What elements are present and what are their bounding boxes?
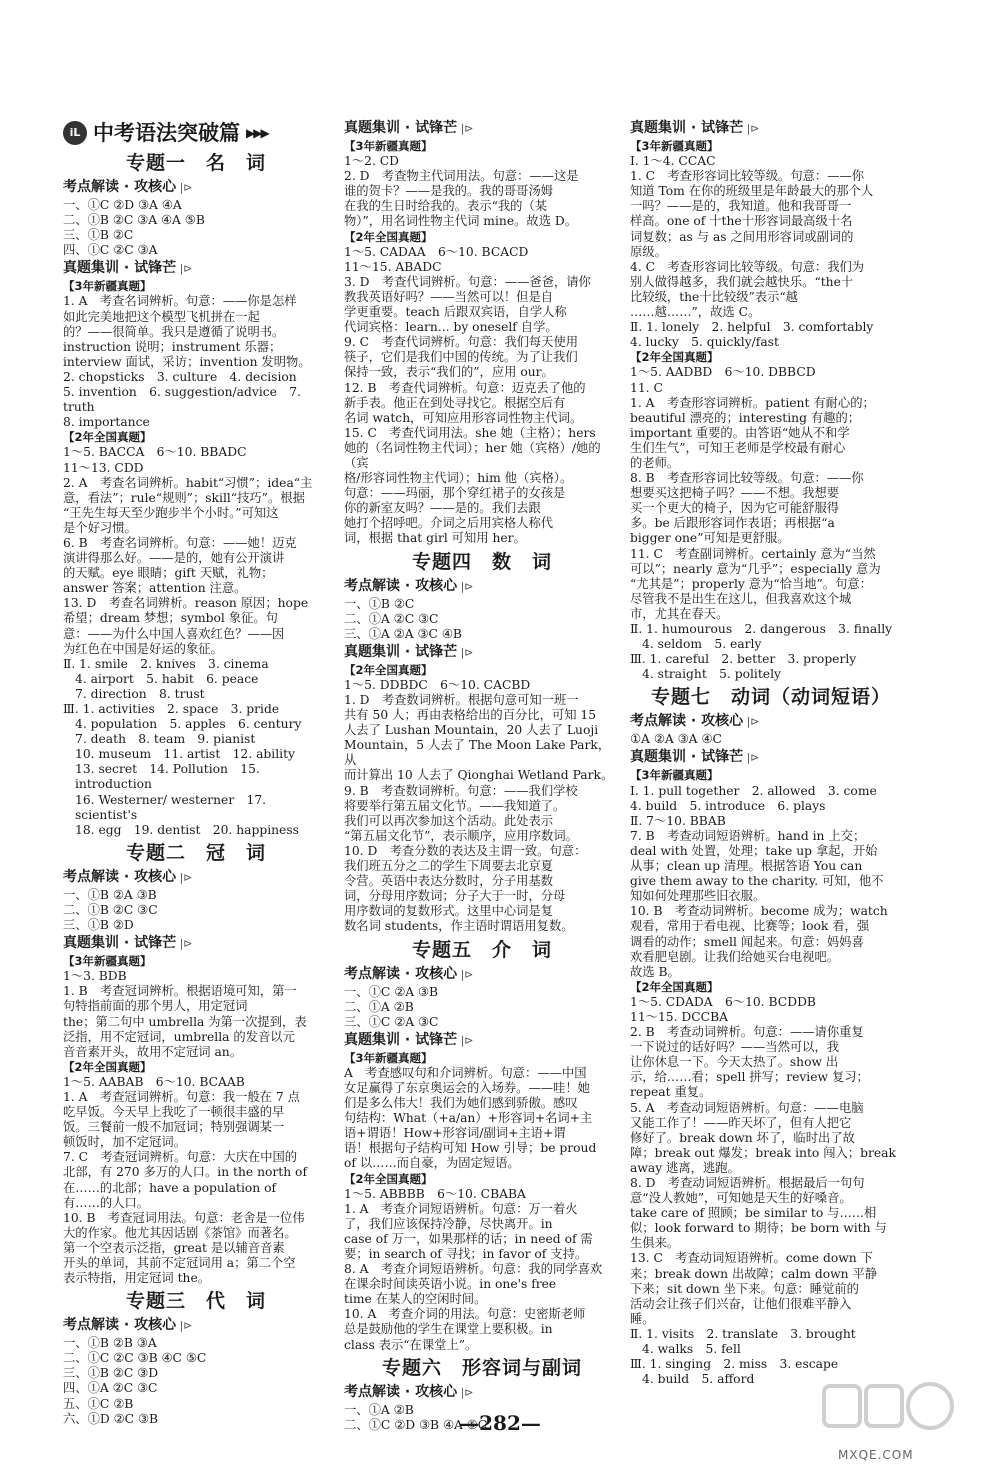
answer-line: 别人做得越多，我们就会越快乐。“the十 (630, 274, 854, 289)
source-tag: 【2年全国真题】 (630, 350, 719, 365)
answer-line: 保持一致，表示“我们的”，应用 our。 (344, 365, 554, 380)
answer-line: of 以……而自豪，为固定短语。 (344, 1156, 520, 1171)
answer-line: 如此完美地把这个模型飞机拼在一起 (63, 309, 260, 324)
answer-line: 句意：——玛丽，那个穿红裙子的女孩是 (344, 486, 566, 501)
answer-line: bigger one”可知是更舒服。 (630, 531, 790, 546)
answer-line: 她打个招呼吧。介词之后用宾格人称代 (344, 516, 554, 531)
source-tag: 【2年全国真题】 (63, 1059, 152, 1074)
answer-line: 我们班五分之二的学生下周要去北京夏 (344, 859, 554, 874)
answer-line: 代词宾格：learn... by oneself 自学。 (344, 320, 558, 335)
subsection-heading-text: 真题集训 · 试锋芒 (63, 935, 177, 952)
answer-line: 学更重要。teach 后跟双宾语，自学人称 (344, 305, 567, 320)
answer-line: 数名词 students，作主语时谓语用复数。 (344, 919, 574, 934)
answer-line: 总是鼓励他的学生在课堂上要积极。in (344, 1322, 553, 1337)
section-title (63, 118, 329, 148)
answer-line: 买一个更大的椅子，因为它可能舒服得 (630, 501, 840, 516)
answer-line: 一吗？——是的，我知道。他和我哥哥一 (630, 199, 852, 214)
subsection-heading-text: 考点解读 · 攻核心 (63, 868, 177, 885)
answer-line: 1～5. AABAB 6～10. BCAAB (63, 1074, 245, 1089)
topic-heading: 专题七 动词（动词短语） (650, 686, 891, 709)
subsection-heading-text: 考点解读 · 攻核心 (63, 179, 177, 195)
source-tag: 【3年新疆真题】 (63, 954, 152, 969)
marker-icon: |⊳ (176, 1319, 193, 1333)
answer-line: 4. airport 5. habit 6. peace (75, 671, 259, 686)
answer-line: 生俱来。 (630, 1236, 680, 1251)
answer-line: 想要买这把椅子吗？——不想。我想要 (630, 486, 840, 501)
answer-line: 希望；dream 梦想；symbol 象征。句 (63, 611, 278, 626)
answer-line: 一、①C ②A ③B (344, 984, 439, 999)
answer-line: Ⅱ. 1. smile 2. knives 3. cinema (63, 656, 269, 671)
answer-line: 1～5. CADAA 6～10. BCACD (344, 244, 529, 259)
answer-line: 我们可以再次参加这个活动。此处表示 (344, 813, 554, 828)
topic-heading: 专题一 名 词 (125, 152, 266, 174)
answer-line: 而计算出 10 人去了 Qionghai Wetland Park。 (344, 768, 614, 783)
answer-line: “王先生每天至少跑步半个小时。”可知这 (63, 505, 279, 520)
answer-line: 二、①B ②C ③A ④A ⑤B (63, 213, 205, 228)
answer-line: Ⅲ. 1. activities 2. space 3. pride (63, 702, 280, 716)
answer-line: 三、①C ②A ③C (344, 1014, 439, 1029)
answer-line: 知道 Tom 在你的班级里是年龄最大的那个人 (630, 184, 874, 199)
answer-line: Ⅲ. 1. careful 2. better 3. properly (630, 652, 857, 667)
answer-line: 在课余时间读英语小说。in one's free (344, 1277, 557, 1292)
answer-line: 8. A 考查介词短语辨析。句意：我的同学喜欢 (344, 1262, 603, 1277)
answer-line: important 重要的。由答语“她从不和学 (630, 425, 850, 440)
answer-line: 可以”；nearly 意为“几乎”；especially 意为 (630, 561, 881, 576)
answer-line: 在……的北部；have a population of (63, 1180, 277, 1195)
answer-line: 的老师。 (630, 455, 680, 470)
marker-icon: |⊳ (176, 937, 193, 951)
answer-line: 词复数；as 与 as 之间用形容词或副词的 (630, 229, 854, 244)
source-tag: 【2年全国真题】 (344, 1171, 433, 1186)
answer-line: Ⅱ. 1. visits 2. translate 3. brought (630, 1326, 856, 1341)
subsection-heading (63, 177, 329, 198)
answer-line: Ⅲ. 1. singing 2. miss 3. escape (630, 1357, 839, 1372)
subsection-heading-text: 真题集训 · 试锋芒 (344, 120, 458, 136)
answer-line: 用序数词的复数形式。这里中心词是复 (344, 904, 554, 919)
answer-line: take care of 照顾；be similar to 与……相 (630, 1206, 877, 1221)
answer-line: repeat 重复。 (630, 1085, 712, 1100)
answer-line: Mountain，5 人去了 The Moon Lake Park，从 (344, 738, 611, 768)
answer-line: 是个好习惯。 (63, 520, 137, 535)
answer-line: 修好了。break down 坏了，临时出了故 (630, 1130, 855, 1145)
answer-line: 大的作家。他尤其因话剧《茶馆》而著名。 (63, 1225, 297, 1240)
marker-icon: |⊳ (743, 751, 760, 765)
answer-line: 8. D 考查动词短语辨析。根据最后一句句 (630, 1176, 865, 1190)
subsection-heading-text: 真题集训 · 试锋芒 (630, 120, 744, 136)
answer-line: 吃早饭。今天早上我吃了一顿很丰盛的早 (63, 1105, 285, 1120)
answer-line: 2. D 考查物主代词用法。句意：——这是 (344, 169, 579, 184)
answer-line: time 在某人的空闲时间。 (344, 1292, 487, 1307)
answer-line: 顿饭时，加不定冠词。 (63, 1135, 186, 1150)
answer-line: 15. C 考查代词用法。she 她（主格）；hers (344, 425, 596, 440)
answer-line: 4. build 5. afford (642, 1372, 755, 1387)
column-1 (63, 118, 329, 1427)
answer-line: Ⅱ. 7～10. BBAB (630, 813, 726, 828)
answer-line: 1～5. ABBBB 6～10. CBABA (344, 1186, 526, 1201)
answer-line: 她的（名词性物主代词）；her 她（宾格）/她的（宾 (344, 440, 601, 470)
answer-line: 7. death 8. team 9. pianist (75, 732, 256, 747)
answer-line: 1. A 考查冠词辨析。句意：我一般在 7 点 (63, 1089, 300, 1104)
answer-line: 词，根据 that girl 可知用 her。 (344, 531, 526, 546)
answer-line: 故选 B。 (630, 964, 680, 979)
answer-line: 又能工作了！——昨天坏了，但有人把它 (630, 1115, 852, 1130)
answer-line: 二、①A ②C ③C (344, 611, 439, 626)
subsection-heading (63, 258, 329, 279)
answer-line: 格/形容词性物主代词）；him 他（宾格）。 (344, 471, 573, 486)
subsection-heading (630, 711, 912, 732)
answer-line: 名词 watch，可知应用形容词性物主代词。 (344, 410, 583, 425)
answer-line: instruction 说明；instrument 乐器； (63, 339, 282, 354)
answer-line: case of 万一，如果那样的话；in need of 需 (344, 1231, 593, 1246)
answer-line: class 表示“在课堂上”。 (344, 1337, 478, 1352)
answer-line: 11～15. ABADC (344, 259, 442, 274)
answer-line: Ⅰ. 1～4. CCAC (630, 154, 716, 169)
answer-line: 演讲得那么好。——是的，她有公开演讲 (63, 551, 285, 566)
answer-line: 教我英语好吗？——当然可以！但是自 (344, 289, 554, 304)
answer-line: 下来；sit down 坐下来。句意：睡觉前的 (630, 1281, 859, 1296)
answer-line: 五、①C ②B (63, 1396, 134, 1411)
answer-line: A 考查感叹句和介词辨析。句意：——中国 (344, 1065, 587, 1080)
answer-line: 7. direction 8. trust (75, 686, 205, 701)
answer-line: 11～15. DCCBA (630, 1009, 729, 1024)
subsection-heading (344, 1382, 620, 1403)
answer-line: 让你休息一下。今天太热了。show 出 (630, 1055, 839, 1070)
answer-line: 的？——很简单。我只是遵循了说明书。 (63, 324, 285, 339)
answer-line: 尽管我不是出生在这儿，但我喜欢这个城 (630, 591, 852, 606)
answer-line: 观看，常用于看电视、比赛等；look 看，强 (630, 919, 870, 934)
answer-line: 5. invention 6. suggestion/advice 7. truth (63, 385, 305, 415)
answer-line: ①A ②A ③A ④C (630, 732, 722, 747)
subsection-heading-text: 考点解读 · 攻核心 (630, 713, 744, 730)
marker-icon: |⊳ (457, 1033, 474, 1047)
answer-line: 16. Westerner/ westerner 17. scientist's (75, 792, 270, 822)
answer-line: away 逃离，逃跑。 (630, 1160, 740, 1175)
answer-line: Ⅰ. 1. pull together 2. allowed 3. come (630, 783, 877, 798)
answer-line: 饭。三餐前一般不加冠词；特别强调某一 (63, 1120, 285, 1135)
source-tag: 【2年全国真题】 (63, 430, 152, 445)
answer-line: 4. population 5. apples 6. century (75, 717, 302, 732)
answer-line: 泛指，用不定冠词，umbrella 的发音以元 (63, 1029, 295, 1044)
answer-line: 2. chopsticks 3. culture 4. decision (63, 369, 297, 384)
answer-line: 示，给……看；spell 拼写；review 复习； (630, 1070, 869, 1085)
answer-line: 六、①D ②C ③B (63, 1411, 159, 1426)
marker-icon: |⊳ (176, 870, 193, 884)
answer-line: 4. walks 5. fell (642, 1342, 741, 1357)
answer-line: 1. A 考查名词辨析。句意：——你是怎样 (63, 294, 297, 309)
answer-line: 四、①A ②C ③C (63, 1381, 158, 1396)
answer-line: 10. D 考查分数的表达及主谓一致。句意： (344, 843, 587, 858)
answer-line: 似；look forward to 期待；be born with 与 (630, 1221, 887, 1236)
answer-line: 你的新室友吗？——是的。我们去跟 (344, 501, 541, 516)
subsection-heading-text: 考点解读 · 攻核心 (344, 1383, 458, 1400)
marker-icon: |⊳ (457, 967, 474, 981)
subsection-heading-text: 真题集训 · 试锋芒 (63, 260, 177, 277)
answer-line: 第一个空表示泛指，great 是以辅音音素 (63, 1240, 285, 1255)
answer-line: 调看的动作；smell 闻起来。句意：妈妈喜 (630, 934, 864, 949)
answer-line: “尤其是”；properly 意为“恰当地”。句意： (630, 576, 872, 591)
answer-line: 意：——为什么中国人喜欢红色？——因 (63, 626, 285, 641)
answer-line: 一下说过的话好吗？——当然可以，我 (630, 1040, 840, 1055)
answer-line: 物）”，用名词性物主代词 mine。故选 D。 (344, 214, 578, 229)
subsection-heading (630, 118, 912, 139)
subsection-heading (630, 747, 912, 768)
answer-line: 知如何处理那些旧衣服。 (630, 889, 766, 904)
answer-line: 4. build 5. introduce 6. plays (630, 798, 826, 813)
topic-heading: 专题三 代 词 (125, 1290, 266, 1313)
answer-line: 有……的人口。 (63, 1195, 150, 1210)
answer-line: 4. seldom 5. early (642, 637, 762, 652)
answer-line: answer 答案；attention 注意。 (63, 581, 247, 596)
answer-line: 7. B 考查动词短语辨析。hand in 上交； (630, 828, 866, 843)
answer-line: 9. C 考查代词辨析。句意：我们每天使用 (344, 335, 579, 350)
answer-line: 10. B 考查动词辨析。become 成为；watch (630, 904, 888, 919)
answer-line: 13. D 考查名词辨析。reason 原因；hope (63, 596, 309, 611)
answer-line: 10. museum 11. artist 12. ability (75, 747, 295, 762)
answer-line: 的天赋。eye 眼睛；gift 天赋，礼物； (63, 566, 274, 581)
source-tag: 【2年全国真题】 (344, 229, 433, 244)
answer-line: 要；in search of 寻找；in favor of 支持。 (344, 1247, 588, 1261)
column-3 (630, 118, 912, 1387)
answer-line: 来；break down 出故障；calm down 平静 (630, 1266, 878, 1281)
marker-icon: |⊳ (457, 645, 474, 659)
answer-line: 语！根据句子结构可知 How 引导；be proud (344, 1141, 597, 1156)
answer-line: 从事；clean up 清理。根据答语 You can (630, 859, 863, 874)
source-tag: 【3年新疆真题】 (344, 1050, 433, 1065)
answer-line: 二、①C ②D ③B ④A ⑤C (344, 1417, 488, 1432)
arrow-icon: ▶▶▶ (246, 126, 268, 140)
answer-line: 二、①B ②C ③C (63, 902, 158, 917)
answer-line: 句特指前面的那个男人，用定冠词 (63, 999, 248, 1014)
section-logo-icon: iL (63, 121, 87, 145)
source-tag: 【2年全国真题】 (630, 979, 719, 994)
answer-line: 一、①A ②B (344, 1402, 414, 1417)
marker-icon: |⊳ (457, 579, 474, 593)
answer-line: 1. D 考查数词辨析。根据句意可知一班一 (344, 693, 579, 707)
answer-line: give them away to the charity. 可知，他不 (630, 874, 884, 889)
topic-heading: 专题二 冠 词 (125, 841, 266, 864)
marker-icon: |⊳ (743, 715, 760, 729)
answer-line: 1. A 考查形容词辨析。patient 有耐心的； (630, 395, 875, 410)
answer-line: 了，我们应该保持冷静，尽快离开。in (344, 1216, 553, 1231)
answer-line: 13. secret 14. Pollution 15. introduction (75, 762, 264, 792)
subsection-heading (344, 964, 620, 985)
answer-line: 北部，有 270 多万的人口。in the north of (63, 1165, 307, 1180)
answer-line: 活动会让孩子们兴奋，让他们很难平静入 (630, 1296, 852, 1311)
answer-line: 女足赢得了东京奥运会的入场券。——哇！她 (344, 1080, 590, 1095)
answer-line: 8. B 考查形容词比较等级。句意：——你 (630, 471, 864, 486)
marker-icon: |⊳ (457, 122, 474, 135)
source-tag: 【3年新疆真题】 (344, 139, 433, 153)
answer-line: 二、①C ②C ③B ④C ⑤C (63, 1351, 207, 1366)
answer-line: 意“没人教她”，可知她是天生的好嗓音。 (630, 1191, 852, 1206)
answer-line: 新手表。他正在到处寻找它。根据空后有 (344, 395, 566, 410)
answer-line: 筷子，它们是我们中国的传统。为了让我们 (344, 350, 578, 365)
subsection-heading (63, 1315, 329, 1336)
answer-line: 10. A 考查介词的用法。句意：史密斯老师 (344, 1307, 586, 1322)
answer-line: ……越……”，故选 C。 (630, 305, 761, 320)
answer-line: 11. C 考查副词辨析。certainly 意为“当然 (630, 546, 876, 561)
answer-line: 睡。 (630, 1311, 655, 1326)
answer-line: 2. A 考查名词辨析。habit“习惯”；idea“主 (63, 475, 313, 490)
watermark-text: MXQE.COM (838, 1448, 914, 1462)
subsection-heading (344, 642, 620, 663)
answer-line: 词，分母用序数词；分子大于一时，分母 (344, 889, 566, 904)
answer-line: 1～5. CDADA 6～10. BCDDB (630, 994, 816, 1009)
answer-line: 将要举行第五届文化节。——我知道了。 (344, 798, 566, 813)
answer-line: 二、①A ②B (344, 999, 414, 1014)
marker-icon: |⊳ (176, 262, 193, 276)
answer-line: beautiful 漂亮的；interesting 有趣的； (630, 410, 861, 425)
source-tag: 【3年新疆真题】 (63, 279, 152, 294)
answer-line: 在我的生日时给我的。表示“我的（某 (344, 199, 548, 214)
answer-line: 意，看法”；rule“规则”；skill“技巧”。根据 (63, 490, 305, 505)
subsection-heading (344, 118, 620, 139)
answer-line: 18. egg 19. dentist 20. happiness (75, 822, 299, 837)
answer-line: 13. C 考查动词短语辨析。come down 下 (630, 1251, 873, 1266)
subsection-heading-text: 真题集训 · 试锋芒 (344, 643, 458, 660)
answer-line: 欢看肥皂剧。让我们给她买台电视吧。 (630, 949, 840, 964)
answer-line: 2. B 考查动词辨析。句意：——请你重复 (630, 1025, 864, 1040)
subsection-heading (63, 933, 329, 954)
answer-line: 多。be 后跟形容词作表语；再根据“a (630, 516, 835, 531)
answer-line: 1. A 考查介词短语辨析。句意：万一着火 (344, 1201, 578, 1216)
marker-icon: |⊳ (743, 122, 760, 135)
answer-line: 11. C (630, 380, 663, 395)
answer-line: 三、①B ②D (63, 918, 134, 933)
answer-line: 三、①A ②A ③C ④B (344, 626, 462, 641)
answer-line: 4. C 考查形容词比较等级。句意：我们为 (630, 259, 865, 274)
answer-line: 1～5. AADBD 6～10. DBBCD (630, 365, 816, 380)
source-tag: 【3年新疆真题】 (630, 768, 719, 783)
answer-line: 一、①B ②A ③B (63, 887, 157, 902)
answer-line: 3. D 考查代词辨析。句意：——爸爸，请你 (344, 274, 591, 289)
answer-line: 4. straight 5. politely (642, 667, 781, 682)
answer-line: 表示特指，用定冠词 the。 (63, 1271, 211, 1286)
answer-line: 们是多么伟大！我们为她们感到骄傲。感叹 (344, 1096, 578, 1111)
answer-line: 三、①B ②C (63, 228, 134, 243)
answer-line: 四、①C ②C ③A (63, 243, 158, 258)
column-2 (344, 118, 620, 1433)
answer-line: 1～2. CD (344, 154, 400, 169)
marker-icon: |⊳ (457, 1385, 474, 1399)
answer-line: deal with 处置，处理；take up 拿起，开始 (630, 843, 878, 858)
answer-line: 句结构：What（+a/an）+形容词+名词+主 (344, 1111, 593, 1126)
answer-line: 原级。 (630, 244, 667, 259)
answer-line: “第五届文化节”，表示顺序，应用序数词。 (344, 828, 578, 843)
subsection-heading-text: 考点解读 · 攻核心 (344, 965, 458, 982)
topic-heading: 专题四 数 词 (411, 550, 552, 573)
subsection-heading (344, 1030, 620, 1051)
answer-line: 1. B 考查冠词辨析。根据语境可知，第一 (63, 984, 297, 999)
answer-line: Ⅱ. 1. humourous 2. dangerous 3. finally (630, 622, 893, 636)
answer-line: 共有 50 人；再由表格给出的百分比，可知 15 (344, 708, 597, 723)
answer-line: 一、①B ②B ③A (63, 1336, 157, 1351)
answer-line: 三、①B ②C ③D (63, 1366, 159, 1381)
answer-line: interview 面试，采访；invention 发明物。 (63, 354, 311, 369)
subsection-heading-text: 考点解读 · 攻核心 (344, 577, 458, 594)
answer-line: 市，尤其在春天。 (630, 606, 729, 621)
subsection-heading-text: 真题集训 · 试锋芒 (344, 1031, 458, 1048)
answer-line: 样高。one of 十the十形容词最高级十名 (630, 214, 853, 229)
answer-line: 开头的单词，其前不定冠词用 a；第二个空 (63, 1256, 296, 1270)
answer-line: 1～5. BACCA 6～10. BBADC (63, 445, 247, 460)
answer-line: 生们生气”，可知王老师是学校最有耐心 (630, 440, 846, 455)
answer-line: 10. B 考查冠词用法。句意：老舍是一位伟 (63, 1210, 305, 1225)
answer-line: 音音素开头，故用不定冠词 an。 (63, 1044, 243, 1059)
answer-line: 语+谓语！How+形容词/副词+主语+谓 (344, 1126, 566, 1141)
subsection-heading-text: 考点解读 · 攻核心 (63, 1317, 177, 1334)
answer-line: Ⅱ. 1. lonely 2. helpful 3. comfortably (630, 320, 874, 335)
answer-line: 5. A 考查动词短语辨析。句意：——电脑 (630, 1100, 864, 1115)
answer-line: 11～13. CDD (63, 460, 144, 475)
answer-line: 一、①B ②C (344, 596, 415, 611)
subsection-heading (344, 576, 620, 597)
answer-line: 为红色在中国是好运的象征。 (63, 641, 223, 656)
answer-line: 1～5. DDBDC 6～10. CACBD (344, 677, 531, 692)
answer-line: 6. B 考查名词辨析。句意：——她！迈克 (63, 535, 297, 550)
answer-line: 7. C 考查冠词辨析。句意：大庆在中国的 (63, 1150, 298, 1165)
answer-line: 谁的贺卡？——是我的。我的哥哥汤姆 (344, 184, 554, 199)
answer-line: 9. B 考查数词辨析。句意：——我们学校 (344, 783, 578, 798)
source-tag: 【2年全国真题】 (344, 662, 433, 677)
subsection-heading (63, 867, 329, 888)
answer-line: 1. C 考查形容词比较等级。句意：——你 (630, 169, 865, 184)
answer-line: 障；break out 爆发；break into 闯入；break (630, 1145, 896, 1160)
answer-line: 比较级，the十比较级”表示“越 (630, 289, 798, 304)
source-tag: 【3年新疆真题】 (630, 139, 719, 153)
answer-line: 令营。英语中表达分数时，分子用基数 (344, 874, 554, 889)
section-title-text: 中考语法突破篇 (93, 121, 240, 145)
page-number: —282— (459, 1411, 541, 1435)
answer-line: 人去了 Lushan Mountain，20 人去了 Luoji (344, 723, 599, 738)
answer-line: 1～3. BDB (63, 969, 127, 984)
topic-heading: 专题六 形容词与副词 (381, 1356, 582, 1379)
answer-line: 8. importance (63, 415, 150, 430)
answer-line: 一、①C ②D ③A ④A (63, 198, 182, 212)
answer-line: 12. B 考查代词辨析。句意：迈克丢了他的 (344, 380, 586, 395)
topic-heading: 专题五 介 词 (411, 938, 552, 961)
subsection-heading-text: 真题集训 · 试锋芒 (630, 749, 744, 766)
marker-icon: |⊳ (176, 181, 193, 194)
answer-line: 4. lucky 5. quickly/fast (630, 335, 779, 350)
answer-line: the；第二句中 umbrella 为第一次提到，表 (63, 1014, 307, 1029)
